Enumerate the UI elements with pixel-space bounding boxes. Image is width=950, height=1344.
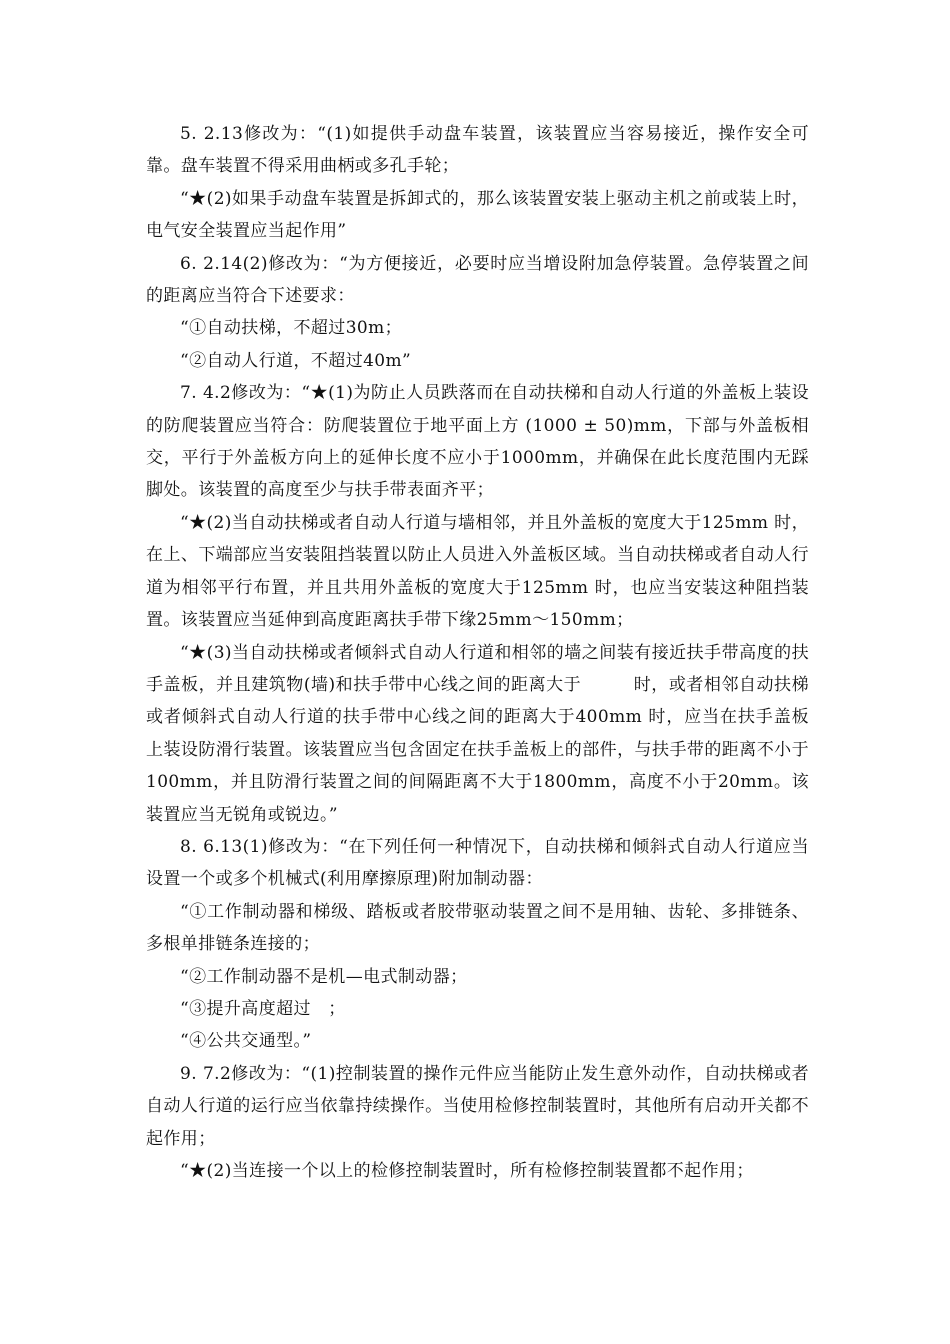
paragraph-item-6-2: “②自动人行道，不超过40m”	[180, 350, 412, 371]
paragraph-item-5: 5. 2.13修改为：“(1)如提供手动盘车装置，该装置应当容易接近，操作安全可靠。盘车装置不得采用曲柄或多孔手轮；	[146, 124, 809, 177]
paragraph-item-9-2: “★(2)当连接一个以上的检修控制装置时，所有检修控制装置都不起作用；	[180, 1161, 754, 1181]
paragraph-item-9: 9. 7.2修改为：“(1)控制装置的操作元件应当能防止发生意外动作，自动扶梯或者自动人行道的运行应当依靠持续操作。当使用检修控制装置时，其他所有启动开关都不起作用；	[146, 1063, 809, 1149]
paragraph-item-6: 6. 2.14(2)修改为：“为方便接近，必要时应当增设附加急停装置。急停装置之间的距离应当符合下述要求：	[146, 253, 809, 307]
document-body	[146, 118, 809, 1187]
paragraph-item-8: 8. 6.13(1)修改为：“在下列任何一种情况下，自动扶梯和倾斜式自动人行道应当设置一个或多个机械式(利用摩擦原理)附加制动器：	[146, 836, 809, 890]
paragraph-item-6-1: “①自动扶梯，不超过30m；	[180, 318, 403, 339]
paragraph-item-8-2: “②工作制动器不是机—电式制动器；	[180, 966, 468, 987]
paragraph-item-7-2: “★(2)当自动扶梯或者自动人行道与墙相邻，并且外盖板的宽度大于125mm 时，在上、下端部应当安装阻挡装置以防止人员进入外盖板区域。当自动扶梯或者自动人行道为相邻平行布置，并且共用外盖板的宽度大于125mm 时，也应当安装这种阻挡装置。该装置应当延伸到高度距离扶手带下缘25mm～150mm；	[146, 512, 809, 631]
paragraph-item-8-4: “④公共交通型。”	[180, 1031, 312, 1052]
paragraph-item-7-3: “★(3)当自动扶梯或者倾斜式自动人行道和相邻的墙之间装有接近扶手带高度的扶手盖板，并且建筑物(墙)和扶手带中心线之间的距离大于 时，或者相邻自动扶梯或者倾斜式自动人行道的扶手带中心线之间的距离大于400mm 时，应当在扶手盖板上装设防滑行装置。该装置应当包含固定在扶手盖板上的部件，与扶手带的距离不小于100mm，并且防滑行装置之间的间隔距离不大于1800mm，高度不小于20mm。该装置应当无锐角或锐边。”	[146, 642, 809, 825]
paragraph-item-8-1: “①工作制动器和梯级、踏板或者胶带驱动装置之间不是用轴、齿轮、多排链条、多根单排链条连接的；	[146, 901, 809, 955]
paragraph-item-7: 7. 4.2修改为：“★(1)为防止人员跌落而在自动扶梯和自动人行道的外盖板上装设的防爬装置应当符合：防爬装置位于地平面上方 (1000 ± 50)mm，下部与外盖板相交，平行于外盖板方向上的延伸长度不应小于1000mm，并确保在此长度范围内无踩脚处。该装置的高度至少与扶手带表面齐平；	[146, 383, 809, 501]
paragraph-item-8-3: “③提升高度超过 ；	[180, 998, 346, 1019]
paragraph-item-5-2: “★(2)如果手动盘车装置是拆卸式的，那么该装置安装上驱动主机之前或装上时，电气安全装置应当起作用”	[146, 188, 809, 242]
